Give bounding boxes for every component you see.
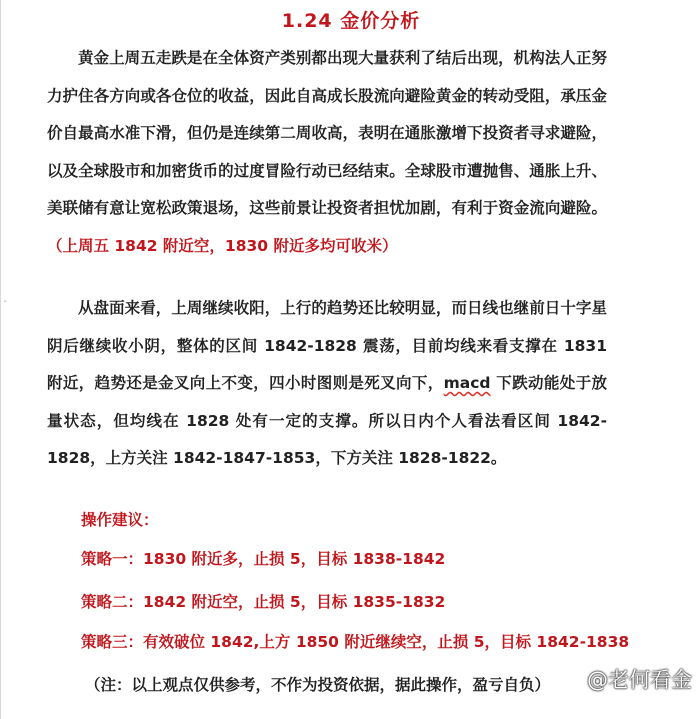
- paragraph-highlight-text: （上周五 1842 附近空，1830 附近多均可收米）: [47, 236, 398, 255]
- spellcheck-flagged-word[interactable]: macd: [443, 374, 491, 392]
- paragraph-text-part1: 从盘面来看，上周继续收阳，上行的趋势还比较明显，而日线也继前日十字星阴后继续收小阴，整体的区间 1842-1828 震荡，目前均线来看支撑在 1831 附近，趋势还是金叉向上不变，四小时图则是死叉向下，: [47, 299, 607, 392]
- paragraph-main-text: 黄金上周五走跌是在全体资产类别都出现大量获利了结后出现，机构法人正努力护住各方向或各仓位的收益，因此自高成长股流向避险黄金的转动受阻，承压金价自最高水准下滑，但仍是连续第二周收高，表明在通胀激增下投资者寻求避险，以及全球股市和加密货币的过度冒险行动已经结束。全球股市遭抛售、通胀上升、美联储有意让宽松政策退场，这些前景让投资者担忧加剧，有利于资金流向避险。: [47, 49, 607, 217]
- document-title: 1.24 金价分析: [281, 10, 421, 32]
- paragraph-text-part2: 下跌动能处于放量状态，但均线在 1828 处有一定的支撑。所以日内个人看法看区间 1842-1828，上方关注 1842-1847-1853，下方关注 1828-1822。: [47, 374, 607, 467]
- strategy-item: 策略三：有效破位 1842,上方 1850 附近继续空，止损 5，目标 1842-1838: [81, 633, 630, 651]
- disclaimer-note: （注：以上观点仅供参考，不作为投资依据，据此操作，盈亏自负）: [85, 676, 551, 694]
- strategy-item: 策略一：1830 附近多，止损 5，目标 1838-1842: [81, 550, 446, 568]
- paragraph-technical-analysis[interactable]: [47, 290, 607, 478]
- watermark: @老何看金: [587, 668, 692, 692]
- strategy-item: 策略二：1842 附近空，止损 5，目标 1835-1832: [81, 593, 446, 611]
- margin-mark: ˇ: [3, 300, 7, 309]
- paragraph-market-overview[interactable]: [47, 40, 607, 265]
- advice-heading: 操作建议：: [81, 511, 159, 529]
